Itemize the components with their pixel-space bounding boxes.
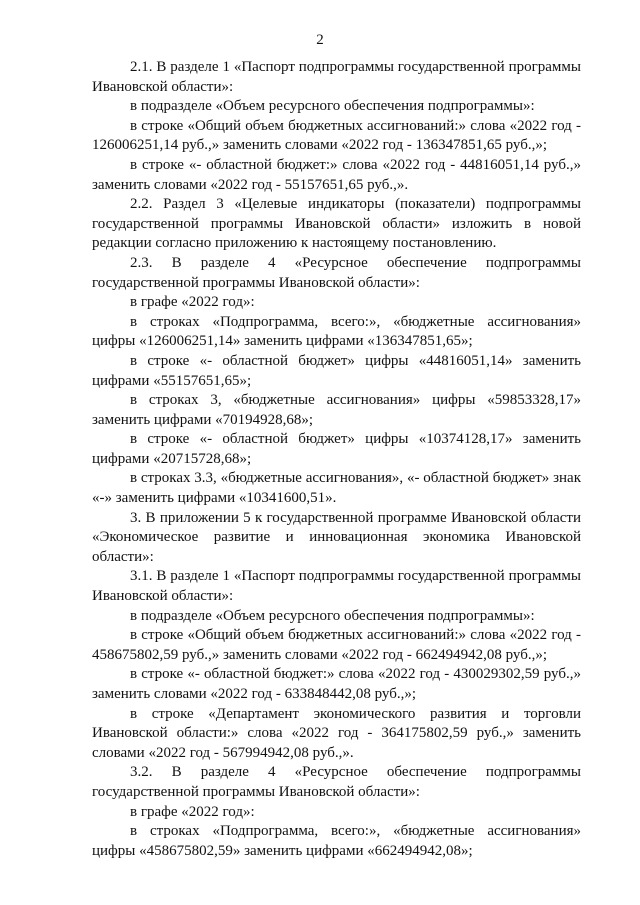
paragraph: в строке «- областной бюджет» цифры «10374128,17» заменить цифрами «20715728,68»; (92, 431, 581, 467)
paragraph: в строке «- областной бюджет:» слова «2022 год - 44816051,14 руб.,» заменить словами «2022 год - 55157651,65 руб.,». (92, 156, 581, 193)
paragraph: в строках «Подпрограмма, всего:», «бюджетные ассигнования» цифры «126006251,14» заменить цифрами «136347851,65»; (92, 313, 581, 350)
document-body (92, 58, 581, 861)
paragraph: в строках «Подпрограмма, всего:», «бюджетные ассигнования» цифры «458675802,59» заменить цифрами «662494942,08»; (92, 823, 581, 859)
paragraph: 3.2. В разделе 4 «Ресурсное обеспечение подпрограммы государственной программы Ивановской области»: (92, 764, 581, 800)
paragraph: в графе «2022 год»: (130, 803, 255, 820)
paragraph: 2.2. Раздел 3 «Целевые индикаторы (показатели) подпрограммы государственной программы Ивановской области» изложить в новой редакции согласно приложению к настоящему постановлению. (92, 196, 581, 252)
paragraph: 2.1. В разделе 1 «Паспорт подпрограммы государственной программы Ивановской области»: (92, 59, 581, 95)
paragraph: 3.1. В разделе 1 «Паспорт подпрограммы государственной программы Ивановской области»: (92, 568, 581, 605)
page-number: 2 (316, 32, 324, 48)
paragraph: в графе «2022 год»: (130, 294, 255, 311)
paragraph: в строке «Общий объем бюджетных ассигнований:» слова «2022 год - 126006251,14 руб.,» заменить словами «2022 год - 136347851,65 руб.,»; (92, 117, 581, 154)
paragraph: в строке «Общий объем бюджетных ассигнований:» слова «2022 год - 458675802,59 руб.,» заменить словами «2022 год - 662494942,08 руб.,»; (92, 627, 581, 663)
paragraph: в подразделе «Объем ресурсного обеспечения подпрограммы»: (130, 607, 535, 624)
paragraph: в строке «- областной бюджет» цифры «44816051,14» заменить цифрами «55157651,65»; (92, 352, 581, 389)
paragraph: в строках 3.3, «бюджетные ассигнования», «- областной бюджет» знак «-» заменить цифрами «10341600,51». (92, 470, 581, 507)
paragraph: 3. В приложении 5 к государственной программе Ивановской области «Экономическое развитие и инновационная экономика Ивановской области»: (92, 509, 581, 565)
paragraph: в подразделе «Объем ресурсного обеспечения подпрограммы»: (130, 98, 535, 115)
paragraph: в строке «- областной бюджет:» слова «2022 год - 430029302,59 руб.,» заменить словами «2022 год - 633848442,08 руб.,»; (92, 666, 581, 702)
paragraph: в строках 3, «бюджетные ассигнования» цифры «59853328,17» заменить цифрами «70194928,68»; (92, 392, 581, 428)
paragraph: 2.3. В разделе 4 «Ресурсное обеспечение подпрограммы государственной программы Ивановской области»: (92, 254, 581, 291)
paragraph: в строке «Департамент экономического развития и торговли Ивановской области:» слова «2022 год - 364175802,59 руб.,» заменить словами «2022 год - 567994942,08 руб.,». (92, 705, 581, 761)
